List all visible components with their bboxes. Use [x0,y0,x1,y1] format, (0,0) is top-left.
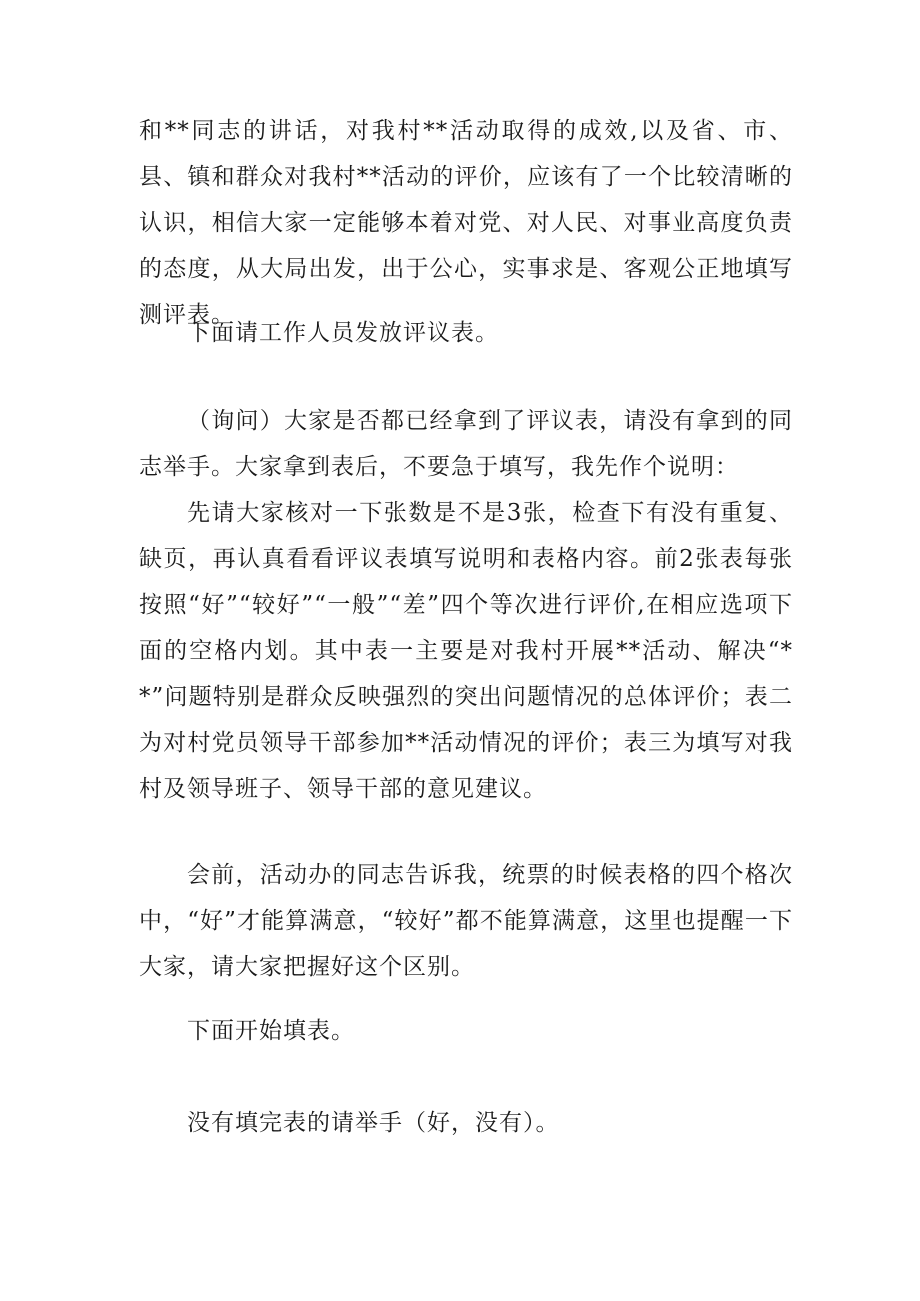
paragraph-raise-hands: 没有填完表的请举手（好，没有）。 [187,1110,560,1136]
paragraph-reminder: 会前，活动办的同志告诉我，统票的时候表格的四个格次中，“好”才能算满意，“较好”都不能算满意，这里也提醒一下大家，请大家把握好这个区别。 [139,862,793,980]
paragraph-inquiry: （询问）大家是否都已经拿到了评议表，请没有拿到的同志举手。大家拿到表后，不要急于填写，我先作个说明： [139,408,793,480]
paragraph-instructions: 先请大家核对一下张数是不是3张，检查下有没有重复、缺页，再认真看看评议表填写说明和表格内容。前2张表每张按照“好”“较好”“一般”“差”四个等次进行评价,在相应选项下面的空格内划。其中表一主要是对我村开展**活动、解决“**”问题特别是群众反映强烈的突出问题情况的总体评价；表二为对村党员领导干部参加**活动情况的评价；表三为填写对我村及领导班子、领导干部的意见建议。 [139,500,793,802]
paragraph-continuation: 和**同志的讲话，对我村**活动取得的成效,以及省、市、县、镇和群众对我村**活动的评价，应该有了一个比较清晰的认识，相信大家一定能够本着对党、对人民、对事业高度负责的态度，从大局出发，出于公心，实事求是、客观公正地填写测评表。 [139,118,793,328]
paragraph-distribute-forms: 下面请工作人员发放评议表。 [187,320,499,346]
paragraph-start-filling: 下面开始填表。 [187,1018,355,1044]
